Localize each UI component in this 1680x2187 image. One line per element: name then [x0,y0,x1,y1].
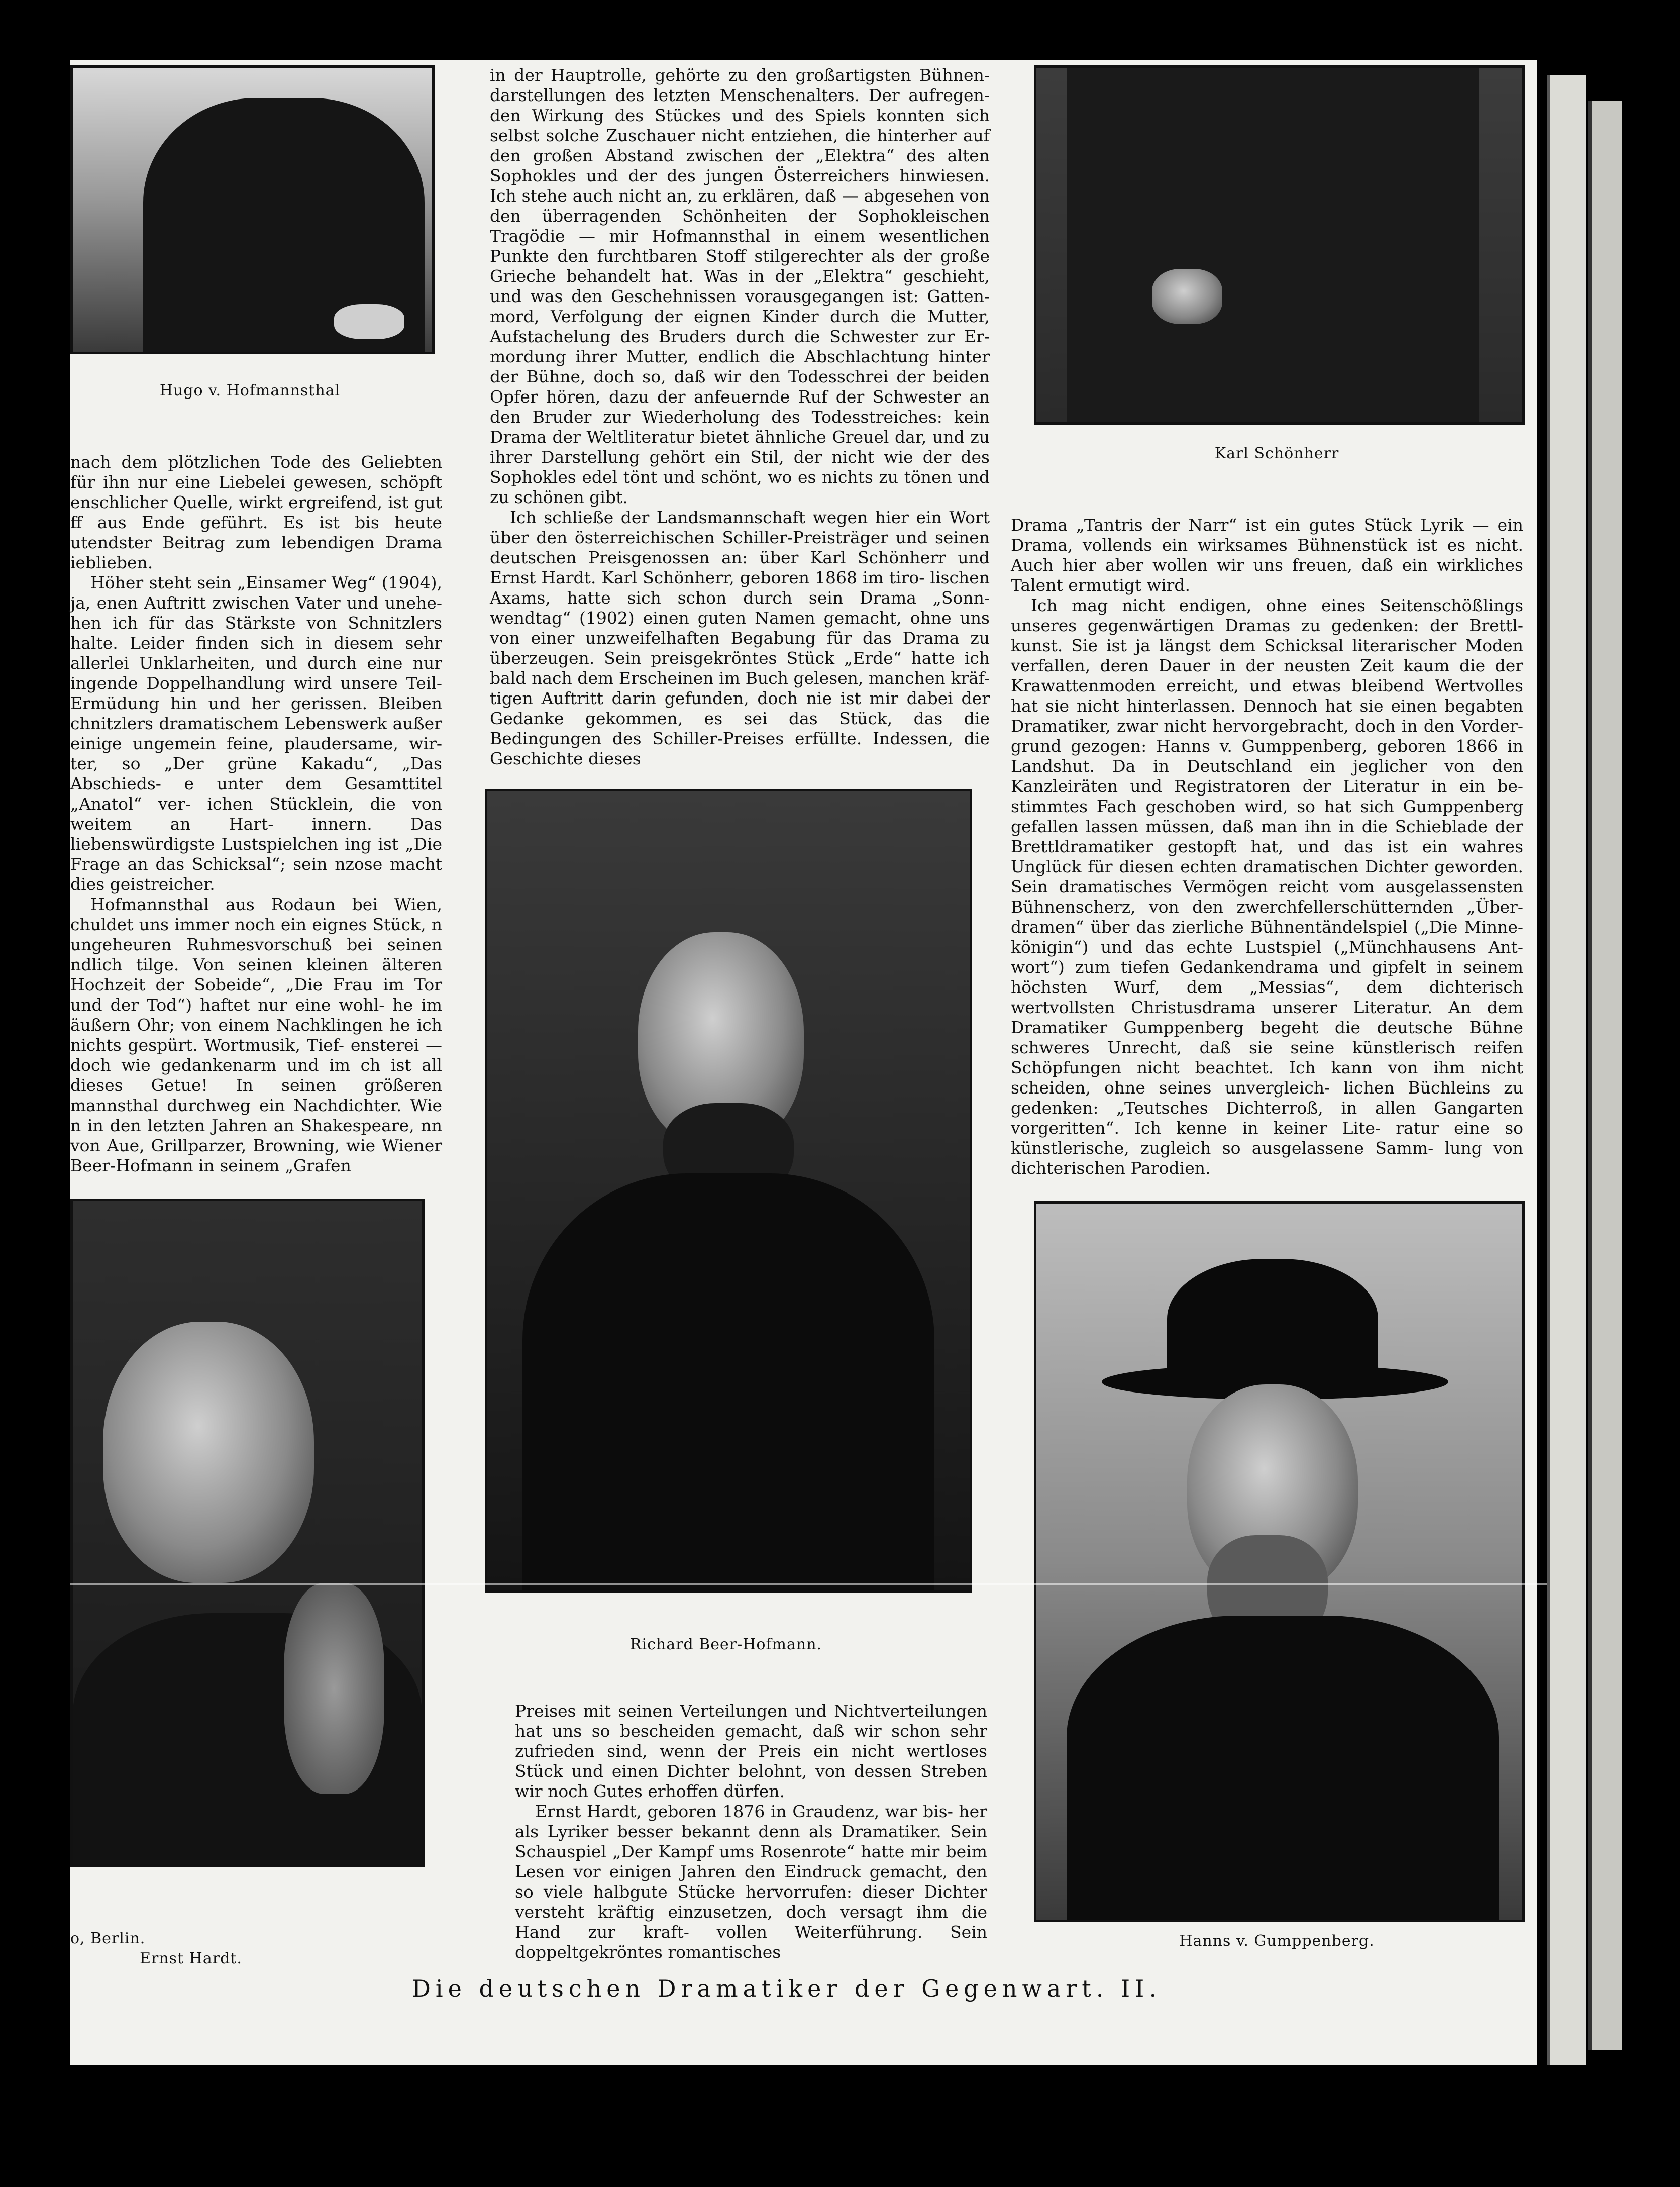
caption-hardt: Ernst Hardt. [140,1950,242,1967]
caption-gumppenberg: Hanns v. Gumppenberg. [1179,1932,1375,1950]
paragraph: Ich mag nicht endigen, ohne eines Seitenschößlings unseres gegenwärtigen Dramas zu gedenken: der Brettl- kunst. Sie ist ja längst dem Schicksal literarischer Moden verfallen, deren Dauer in der neusten Zeit kaum die der Krawattenmoden erreicht, und etwas bleibend Wertvolles hat sie nicht hinterlassen. Dennoch hat sie einen begabten Dramatiker, zwar nicht hervorgebracht, doch in den Vorder- grund gezogen: Hanns v. Gumppenberg, geboren 1866 in Landshut. Da in Deutschland ein jeglicher von den Kanzleiräten und Registratoren der Literatur in ein be- stimmtes Fach geschoben wird, so hat sich Gumppenberg gefallen lassen müssen, daß man ihn in die Schieblade der Brettldramatiker gestopft hat, und das ist ein wahres Unglück für diesen echten dramatischen Dichter geworden. Sein dramatisches Vermögen reicht vom ausgelassensten Bühnenscherz, von den zwerchfellerschütternden „Über- dramen“ über das zierliche Bühnentändelspiel („Die Minne- königin“) und das echte Lustspiel („Münchhausens Ant- wort“) zum tiefen Gedankendrama und gipfelt in seinem höchsten Wurf, dem „Messias“, dem dichterisch wertvollsten Christusdrama unserer Literatur. An dem Dramatiker Gumppenberg begeht die deutsche Bühne schweres Unrecht, daß sie seine künstlerisch reifen Schöpfungen nicht beachtet. Ich kann von ihm nicht scheiden, ohne seines unvergleich- lichen Büchleins zu gedenken: „Teutsches Dichterroß, in allen Gangarten vorgeritten“. Ich kenne in keiner Lite- ratur eine so künstlerische, zugleich so ausgelassene Samm- lung von dichterischen Parodien. [1011,595,1523,1178]
hofmannsthal-portrait [70,65,435,354]
paragraph: Ich schließe der Landsmannschaft wegen hier ein Wort über den österreichischen Schiller-Preisträger und seinen deutschen Preisgenossen an: über Karl Schönherr und Ernst Hardt. Karl Schönherr, geboren 1868 im tiro- lischen Axams, hatte sich schon durch sein Drama „Sonn- wendtag“ (1902) einen guten Namen gemacht, ohne uns von einer unzweifelhaften Begabung für das Drama zu überzeugen. Sein preisgekröntes Stück „Erde“ hatte ich bald nach dem Erscheinen im Buch gelesen, manchen kräf- tigen Auftritt darin gefunden, doch nie ist mir dabei der Gedanke gekommen, es sei das Stück, das die Bedingungen des Schiller-Preises erfüllte. Indessen, die Geschichte dieses [490,508,990,768]
paragraph: in der Hauptrolle, gehörte zu den großartigsten Bühnen- darstellungen des letzten Menschenalters. Der aufregen- den Wirkung des Stückes und des Spiels konnten sich selbst solche Zuschauer nicht entziehen, die hinterher auf den großen Abstand zwischen der „Elektra“ des alten Sophokles und der des jungen Österreichers hinwiesen. Ich stehe auch nicht an, zu erklären, daß — abgesehen von den überragenden Schönheiten der Sophokleischen Tragödie — mir Hofmannsthal in einem wesentlichen Punkte den furchtbaren Stoff stilgerechter als der große Grieche behandelt hat. Was in der „Elektra“ geschieht, und was den Geschehnissen vorausgegangen ist: Gatten- mord, Verfolgung der eignen Kinder durch die Mutter, Aufstachelung des Bruders durch die Schwester zur Er- mordung ihrer Mutter, endlich die Abschlachtung hinter der Bühne, doch so, daß wir den Todesschrei der beiden Opfer hören, dazu der anfeuernde Ruf der Schwester an den Bruder zur Wiederholung des Todesstreiches: kein Drama der Weltliteratur bietet ähnliche Greuel dar, und zu ihrer Darstellung gehört ein Stil, der nicht wie der des Sophokles edel tönt und schönt, wo es nichts zu tönen und zu schönen gibt. [490,65,990,507]
paper-crease [70,1583,1547,1585]
caption-hofmannsthal: Hugo v. Hofmannsthal [159,382,341,400]
paragraph: Hofmannsthal aus Rodaun bei Wien, chuldet uns immer noch ein eignes Stück, n ungeheuren Ruhmesvorschuß bei seinen ndlich tilge. Von seinen kleinen älteren Hochzeit der Sobeide“, „Die Frau im Tor und der Tod“) haftet nur eine wohl- he im äußern Ohr; von einem Nachklingen he ich nichts gespürt. Wortmusik, Tief- ensterei — doch wie gedankenarm und im ch ist all dieses Getue! In seinen größeren mannsthal durchweg ein Nachdichter. Wie n in den letzten Jahren an Shakespeare, nn von Aue, Grillparzer, Browning, wie Wiener Beer-Hofmann in seinem „Grafen [70,894,442,1175]
gumppenberg-portrait [1034,1201,1525,1922]
right-text-column [1011,515,1523,1178]
paragraph: Höher steht sein „Einsamer Weg“ (1904), ja, enen Auftritt zwischen Vater und unehe- hen ich für das Stärkste von Schnitzlers halte. Leider finden sich in diesem sehr allerlei Unklarheiten, und durch eine nur ingende Doppelhandlung wird unsere Teil- Ermüdung hin und her gerissen. Bleiben chnitzlers dramatischem Lebenswerk außer einige ungemein feine, plaudersame, wir- ter, so „Der grüne Kakadu“, „Das Abschieds- e unter dem Gesamttitel „Anatol“ ver- ichen Stücklein, die von weitem an Hart- innern. Das liebenswürdigste Lustspielchen ing ist „Die Frage an das Schicksal“; sein nzose macht dies geistreicher. [70,573,442,894]
paragraph: Ernst Hardt, geboren 1876 in Graudenz, war bis- her als Lyriker besser bekannt denn als Dramatiker. Sein Schauspiel „Der Kampf ums Rosenrote“ hatte mir beim Lesen vor einigen Jahren den Eindruck gemacht, den so viele halbgute Stücke hervorrufen: dieser Dichter versteht kräftig einzusetzen, doch versagt ihm die Hand zur kraft- vollen Weiterführung. Sein doppeltgekröntes romantisches [515,1802,987,1962]
schoenherr-portrait [1034,65,1525,425]
page-edge-1 [1547,75,1586,2065]
paragraph: nach dem plötzlichen Tode des Geliebten für ihn nur eine Liebelei gewesen, schöpft enschlicher Quelle, wirkt ergreifend, ist gut ff aus Ende geführt. Es ist bis heute utendster Beitrag zum lebendigen Drama ieblieben. [70,452,442,572]
hardt-portrait [70,1199,425,1867]
caption-schoenherr: Karl Schönherr [1214,445,1339,462]
paragraph: Preises mit seinen Verteilungen und Nichtverteilungen hat uns so bescheiden gemacht, daß wir schon sehr zufrieden sind, wenn der Preis ein nicht wertloses Stück und einen Dichter belohnt, von dessen Streben wir noch Gutes erhoffen dürfen. [515,1701,987,1801]
caption-beerhofmann: Richard Beer-Hofmann. [629,1636,822,1653]
page-footer-title: Die deutschen Dramatiker der Gegenwart. II. [412,1975,1162,2002]
middle-text-column-top [490,65,990,769]
paragraph: Drama „Tantris der Narr“ ist ein gutes Stück Lyrik — ein Drama, vollends ein wirksames Bühnenstück ist es nicht. Auch hier aber wollen wir uns freuen, daß ein wirkliches Talent ermutigt wird. [1011,515,1523,595]
beerhofmann-portrait [485,789,972,1593]
caption-hardt-credit: o, Berlin. [70,1930,146,1947]
page-edge-2 [1588,101,1622,2050]
left-text-column [70,452,442,1176]
middle-text-column-bottom [515,1701,987,1962]
